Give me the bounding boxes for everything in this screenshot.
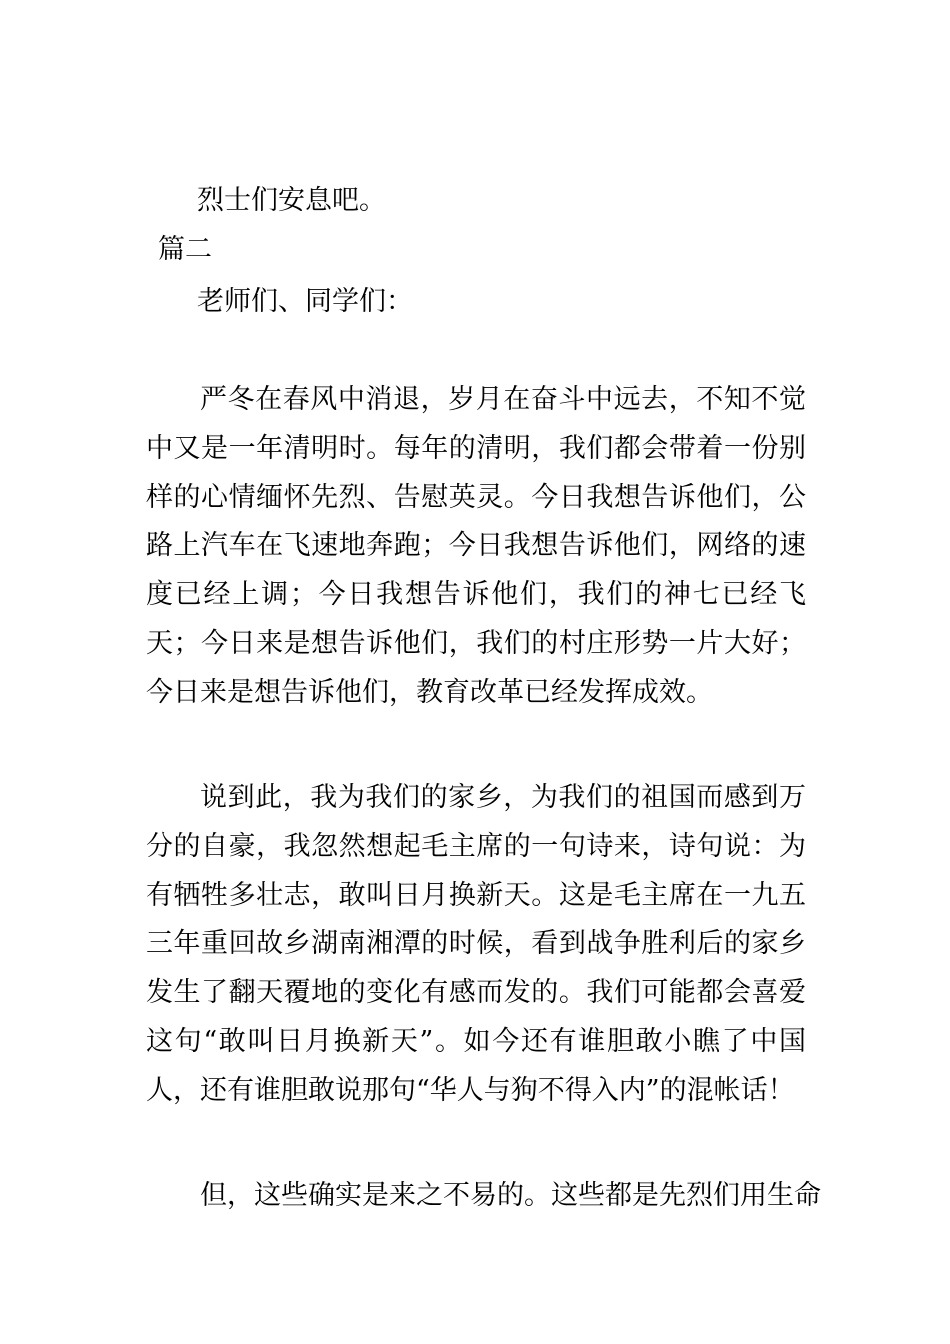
paragraph-1: 严冬在春风中消退，岁月在奋斗中远去，不知不觉中又是一年清明时。每年的清明，我们都会带着一份别样的心情缅怀先烈、告慰英灵。今日我想告诉他们，公路上汽车在飞速地奔跑；今日我想告诉他们，网络的速度已经上调；今日我想告诉他们，我们的神七已经飞天；今日来是想告诉他们，我们的村庄形势一片大好；今日来是想告诉他们，教育改革已经发挥成效。 bbox=[146, 384, 806, 708]
paragraph-3: 但，这些确实是来之不易的。这些都是先烈们用生命 bbox=[200, 1180, 821, 1211]
salutation: 老师们、同学们： bbox=[197, 286, 413, 317]
paragraph-2: 说到此，我为我们的家乡，为我们的祖国而感到万分的自豪，我忽然想起毛主席的一句诗来，诗句说：为有牺牲多壮志，敢叫日月换新天。这是毛主席在一九五三年重回故乡湖南湘潭的时候，看到战争胜利后的家乡发生了翻天覆地的变化有感而发的。我们可能都会喜爱这句“敢叫日月换新天”。如今还有谁胆敢小瞧了中国人，还有谁胆敢说那句“华人与狗不得入内”的混帐话！ bbox=[146, 782, 806, 1106]
section-heading: 篇二 bbox=[158, 234, 212, 265]
closing-line: 烈士们安息吧。 bbox=[197, 185, 386, 216]
